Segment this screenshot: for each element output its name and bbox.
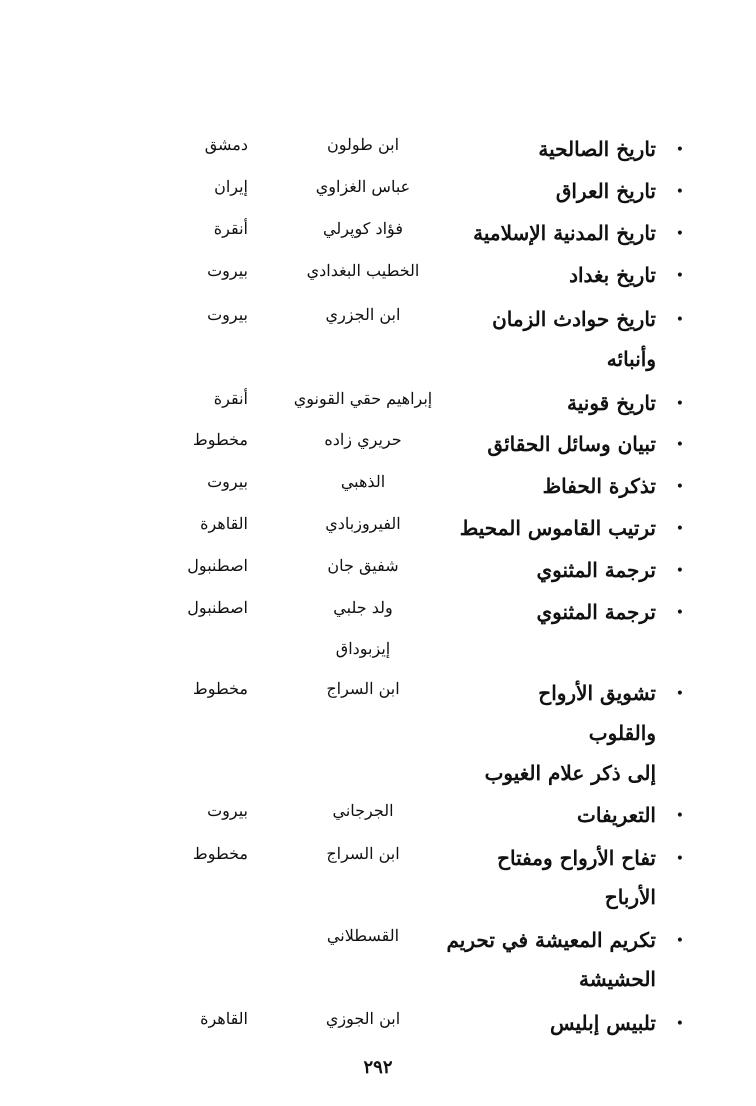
bibliography-entry (0, 382, 756, 424)
entry-title: تاريخ الصالحية (538, 137, 656, 161)
bullet-icon: • (675, 1016, 684, 1032)
bullet-icon: • (675, 142, 684, 158)
entry-place: مخطوط (192, 679, 248, 698)
entry-place: مخطوط (192, 844, 248, 863)
bullet-icon: • (675, 268, 684, 284)
bibliography-entry (0, 507, 756, 549)
entry-title-continuation: والقلوب (588, 721, 656, 745)
entry-author: عباس الغزاوي (315, 177, 411, 196)
entry-author-continuation: إيزبوداق (335, 639, 391, 658)
entry-title: تاريخ المدنية الإسلامية (473, 221, 656, 245)
entry-title: ترجمة المثنوي (536, 600, 656, 624)
bullet-icon: • (675, 851, 684, 867)
bullet-icon: • (675, 312, 684, 328)
entry-author: القسطلاني (326, 926, 400, 945)
entry-title: تاريخ حوادث الزمان (492, 307, 656, 331)
entry-author: ابن طولون (326, 135, 400, 154)
entry-place: القاهرة (200, 514, 248, 533)
entry-author: ابن الجوزي (325, 1009, 401, 1028)
bullet-icon: • (675, 563, 684, 579)
bullet-icon: • (675, 184, 684, 200)
entry-author: ابن السراج (326, 844, 400, 863)
entry-title: ترتيب القاموس المحيط (459, 516, 656, 540)
entry-place: القاهرة (200, 1009, 248, 1028)
entry-place: بيروت (207, 305, 248, 324)
entry-place: مخطوط (192, 430, 248, 449)
entry-author: ولد جلبي (333, 598, 393, 617)
entry-title: تذكرة الحفاظ (542, 474, 656, 498)
entry-title-continuation: الأرباح (604, 885, 656, 909)
entry-author: شفيق جان (327, 556, 399, 575)
bibliography-entry (0, 170, 756, 212)
entry-author: ابن السراج (326, 679, 400, 698)
entry-author: الجرجاني (332, 801, 394, 820)
entry-author: حريري زاده (324, 430, 402, 449)
entry-title: تاريخ العراق (555, 179, 656, 203)
entry-author: ابن الجزري (325, 305, 401, 324)
entry-author: الذهبي (340, 472, 386, 491)
bibliography-entry (0, 794, 756, 836)
entry-place: بيروت (207, 801, 248, 820)
entry-title: تكريم المعيشة في تحريم (446, 928, 656, 952)
entry-title: تلبيس إبليس (550, 1011, 656, 1035)
entry-place: بيروت (207, 472, 248, 491)
entry-author: إبراهيم حقي القونوي (293, 389, 433, 408)
bibliography-entry (0, 128, 756, 170)
bibliography-entry (0, 254, 756, 296)
bullet-icon: • (675, 605, 684, 621)
bibliography-entry (0, 591, 756, 633)
entry-title: تشويق الأرواح (538, 681, 656, 705)
bibliography-entry (0, 1002, 756, 1044)
bullet-icon: • (675, 808, 684, 824)
bullet-icon: • (675, 521, 684, 537)
bullet-icon: • (675, 933, 684, 949)
bibliography-entry (0, 423, 756, 465)
entry-place: أنقرة (213, 389, 248, 408)
entry-title-continuation: الحشيشة (578, 967, 656, 991)
entry-place: إيران (214, 177, 248, 196)
bibliography-entry (0, 465, 756, 507)
bibliography-entry (0, 212, 756, 254)
entry-author: الفيروزبادي (325, 514, 401, 533)
entry-place: أنقرة (213, 219, 248, 238)
bibliography-entry (0, 919, 756, 961)
entry-title: تاريخ قونية (567, 391, 656, 415)
entry-title-continuation: إلى ذكر علام الغيوب (484, 761, 656, 785)
entry-title: ترجمة المثنوي (536, 558, 656, 582)
bibliography-entry (0, 549, 756, 591)
entry-place: بيروت (207, 261, 248, 280)
bullet-icon: • (675, 479, 684, 495)
entry-place: اصطنبول (187, 598, 248, 617)
bullet-icon: • (675, 396, 684, 412)
entry-title: تبيان وسائل الحقائق (487, 432, 656, 456)
bullet-icon: • (675, 437, 684, 453)
entry-title: التعريفات (577, 803, 656, 827)
bibliography-entry (0, 837, 756, 879)
bibliography-entry (0, 672, 756, 714)
entry-title-continuation: وأنبائه (606, 347, 656, 371)
page-number: ٢٩٢ (363, 1057, 393, 1078)
entry-author: الخطيب البغدادي (306, 261, 420, 280)
entry-author: فؤاد كوپرلي (323, 219, 403, 238)
entry-place: دمشق (204, 135, 248, 154)
entry-title: تفاح الأرواح ومفتاح (497, 846, 656, 870)
bibliography-entry (0, 298, 756, 340)
entry-place: اصطنبول (187, 556, 248, 575)
bullet-icon: • (675, 226, 684, 242)
entry-title: تاريخ بغداد (569, 263, 656, 287)
bullet-icon: • (675, 686, 684, 702)
